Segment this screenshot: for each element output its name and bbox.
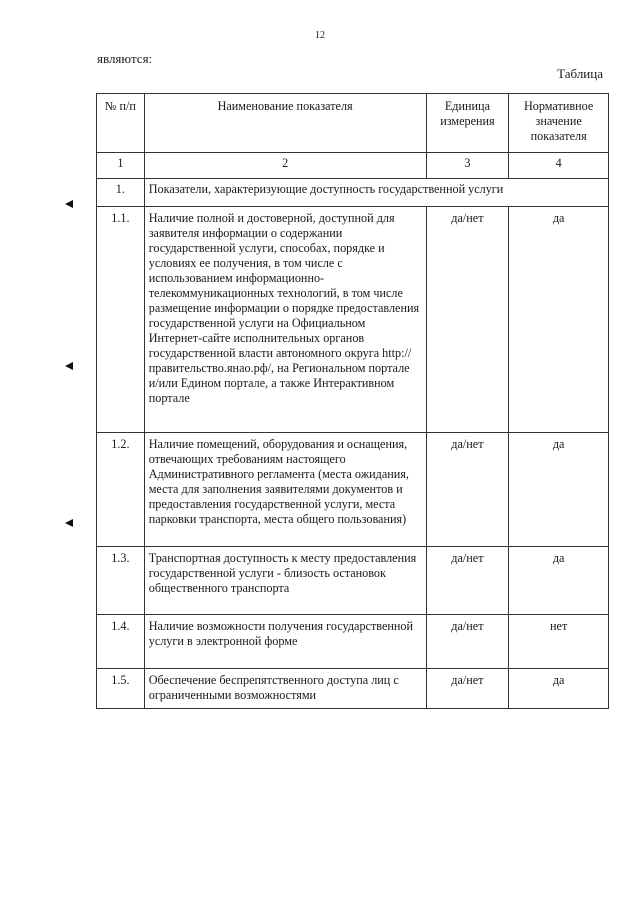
table-caption: Таблица [557, 66, 603, 81]
header-name: Наименование показателя [144, 94, 426, 153]
table-header-row [97, 94, 609, 153]
page-number: 12 [315, 30, 325, 41]
section-row [97, 179, 609, 207]
table-row [97, 615, 609, 669]
table-row [97, 547, 609, 615]
margin-mark [65, 519, 73, 527]
row-unit: да/нет [426, 433, 509, 547]
row-value: да [509, 433, 609, 547]
margin-mark [65, 200, 73, 208]
section-title: Показатели, характеризующие доступность государственной услуги [144, 179, 608, 207]
row-number: 1.2. [97, 433, 145, 547]
table-row [97, 433, 609, 547]
row-name: Наличие возможности получения государственной услуги в электронной форме [144, 615, 426, 669]
column-numbers-row [97, 153, 609, 179]
row-number: 1.3. [97, 547, 145, 615]
margin-mark [65, 362, 73, 370]
row-value: да [509, 207, 609, 433]
header-unit: Единица измерения [426, 94, 509, 153]
row-unit: да/нет [426, 547, 509, 615]
row-name: Наличие полной и достоверной, доступной для заявителя информации о содержании государственной услуги, способах, порядке и условиях ее получения, в том числе с использованием информационно-телекоммуникационных технологий, в том числе размещение информации о порядке предоставления государственной услуги на Официальном Интернет-сайте исполнительных органов государственной власти автономного округа http://правительство.янао.рф/, на Региональном портале и/или Едином портале, а также Интерактивном портале [144, 207, 426, 433]
row-value: да [509, 547, 609, 615]
row-number: 1.5. [97, 669, 145, 709]
table-row [97, 669, 609, 709]
row-unit: да/нет [426, 207, 509, 433]
intro-text: являются: [97, 51, 153, 66]
row-name: Обеспечение беспрепятственного доступа лиц с ограниченными возможностями [144, 669, 426, 709]
row-unit: да/нет [426, 669, 509, 709]
column-number: 1 [97, 153, 145, 179]
section-number: 1. [97, 179, 145, 207]
row-unit: да/нет [426, 615, 509, 669]
row-number: 1.1. [97, 207, 145, 433]
row-value: нет [509, 615, 609, 669]
row-name: Транспортная доступность к месту предоставления государственной услуги - близость остановок общественного транспорта [144, 547, 426, 615]
column-number: 3 [426, 153, 509, 179]
header-number: № п/п [97, 94, 145, 153]
row-name: Наличие помещений, оборудования и оснащения, отвечающих требованиям настоящего Административного регламента (места ожидания, места для заполнения заявителями документов и предоставления государственной услуги, места парковки транспорта, места общего пользования) [144, 433, 426, 547]
row-number: 1.4. [97, 615, 145, 669]
indicators-table [96, 93, 609, 709]
header-value: Нормативное значение показателя [509, 94, 609, 153]
table-row [97, 207, 609, 433]
column-number: 2 [144, 153, 426, 179]
row-value: да [509, 669, 609, 709]
column-number: 4 [509, 153, 609, 179]
